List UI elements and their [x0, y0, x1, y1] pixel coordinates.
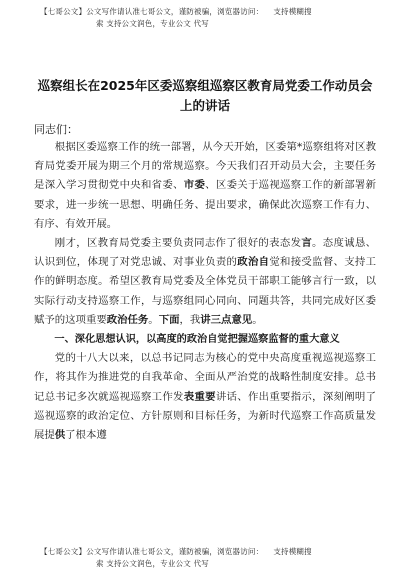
text-span: 讲话、作出重要指示，深刻阐明了巡视巡察的政治定位、方针原则和目标任务，为新时代巡察工作高质量发展提: [34, 390, 377, 442]
text-span: 。: [252, 313, 263, 326]
text-span: 一、深化思想认识，以高度的政治自觉把握巡察监督的重大意义: [54, 334, 340, 346]
text-span: ，我: [179, 313, 201, 326]
bold-text: 政治任务: [106, 313, 149, 326]
text-span: 觉和接受监督、支持工作的鲜明态度。希望区教育局党委及全体党员干部职工能够言行一致，以实际行动支持巡察工作，与巡察组同心同向、同题共答，共同完成好区委赋予的这项重要: [34, 256, 377, 326]
paragraph: [34, 349, 376, 445]
banner-line-2: 索 支持公文润色，专业公文 代写: [96, 19, 209, 28]
text-span: 了根本遵: [65, 429, 107, 442]
document-body: [34, 138, 376, 445]
bold-text: 言: [301, 237, 313, 250]
bold-text: 市委: [183, 179, 206, 192]
banner-line-2: 索 支持公文润色，专业公文 代写: [96, 559, 209, 568]
bold-text: 供: [54, 429, 66, 442]
text-span: 。态度诚恳、认识到位，体现了对党忠诚、对事业负责的: [34, 237, 377, 269]
text-span: 党的十八大以来，以总书记同志为核心的党中央高度重视巡视巡察工作，将其作为推进党的自我革命、全面从严治党的战略性制度安排。总书记总书记多次就巡视巡察工作发: [34, 352, 376, 403]
paragraph: [34, 138, 376, 234]
header-banner: [40, 6, 380, 30]
text-span: 、区委关于巡视巡察工作的新部署新要求，进一步统一思想、明确任务、提出要求，确保此次巡察工作有力、有序、有效开展。: [34, 179, 377, 230]
banner-line-1: 【七哥公文】公文写作请认准七哥公文，谨防被骗，浏览器访问： 支持模糊搜: [40, 547, 312, 556]
bold-text: 政治自: [237, 256, 270, 269]
banner-line-1: 【七哥公文】公文写作请认准七哥公文，谨防被骗，浏览器访问： 支持模糊搜: [40, 7, 312, 16]
text-span: 。: [148, 313, 159, 326]
footer-banner: [40, 546, 380, 570]
salutation: 同志们：: [34, 123, 78, 136]
bold-text: 表重要: [183, 390, 216, 403]
paragraph: [34, 234, 376, 330]
section-heading: [34, 330, 376, 349]
bold-text: 下面: [158, 313, 180, 326]
document-title: 巡察组长在2025年区委巡察组巡察区教育局党委工作动员会上的讲话: [37, 78, 373, 113]
bold-text: 讲三点意见: [200, 313, 253, 326]
text-span: 刚才，区教育局党委主要负责同志作了很好的表态发: [54, 237, 302, 250]
text-span: 根据区委巡察工作的统一部署，从今天开始，区委第*巡察组将对区教育局党委开展为期三个月的常规巡察。今天我们召开动员大会，主要任务是深入学习贯彻党中央和省委、: [34, 141, 376, 192]
